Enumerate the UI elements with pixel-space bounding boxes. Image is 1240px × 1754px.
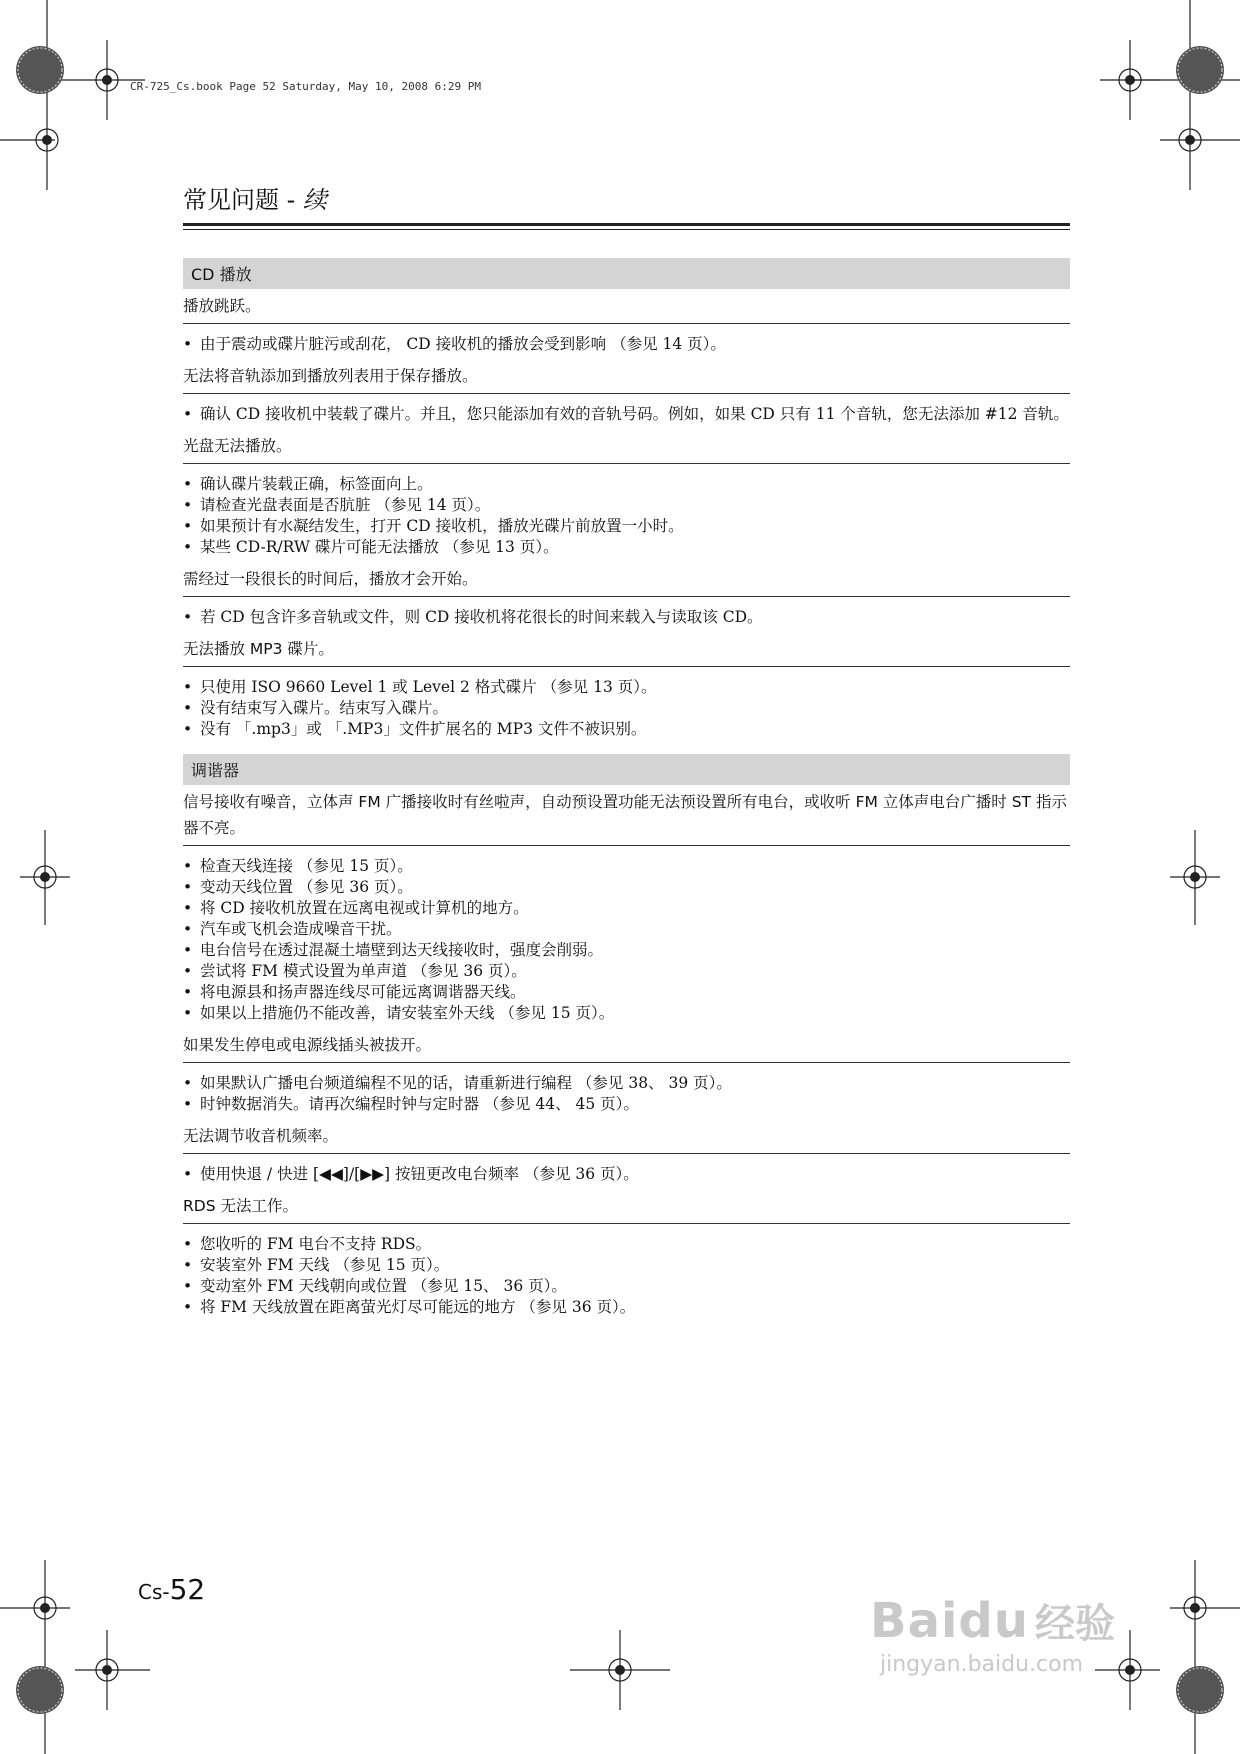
solution-item: • 请检查光盘表面是否肮脏 （参见 14 页）。 — [183, 495, 1070, 516]
solution-list — [183, 334, 1070, 355]
solution-item: • 只使用 ISO 9660 Level 1 或 Level 2 格式碟片 （参见 13 页）。 — [183, 677, 1070, 698]
page-content — [183, 180, 1070, 1322]
solution-item: • 没有 「.mp3」或 「.MP3」文件扩展名的 MP3 文件不被识别。 — [183, 719, 1070, 740]
watermark-brand: Baidu — [870, 1593, 1029, 1649]
solution-item: • 时钟数据消失。请再次编程时钟与定时器 （参见 44、 45 页）。 — [183, 1094, 1070, 1115]
solution-item: • 如果默认广播电台频道编程不见的话，请重新进行编程 （参见 38、 39 页）。 — [183, 1073, 1070, 1094]
solution-list — [183, 856, 1070, 1024]
page-number-prefix: Cs- — [138, 1580, 170, 1604]
solution-item: • 检查天线连接 （参见 15 页）。 — [183, 856, 1070, 877]
solution-item: • 安装室外 FM 天线 （参见 15 页）。 — [183, 1255, 1070, 1276]
solution-list — [183, 1234, 1070, 1318]
page-title-separator: - — [279, 186, 303, 214]
problem-title: 如果发生停电或电源线插头被拔开。 — [183, 1028, 1070, 1063]
solution-item: • 将 CD 接收机放置在远离电视或计算机的地方。 — [183, 898, 1070, 919]
solution-list — [183, 607, 1070, 628]
solution-item: • 确认 CD 接收机中装载了碟片。并且，您只能添加有效的音轨号码。例如，如果 CD 只有 11 个音轨，您无法添加 #12 音轨。 — [183, 404, 1070, 425]
problem-title: 播放跳跃。 — [183, 289, 1070, 324]
solution-item: • 尝试将 FM 模式设置为单声道 （参见 36 页）。 — [183, 961, 1070, 982]
solution-item: • 您收听的 FM 电台不支持 RDS。 — [183, 1234, 1070, 1255]
solution-list — [183, 677, 1070, 740]
file-header: CR-725_Cs.book Page 52 Saturday, May 10, 2008 6:29 PM — [130, 80, 481, 93]
solution-item: • 由于震动或碟片脏污或刮花， CD 接收机的播放会受到影响 （参见 14 页）。 — [183, 334, 1070, 355]
page-number — [138, 1573, 205, 1606]
solution-item: • 使用快退 / 快进 [◀◀]/[▶▶] 按钮更改电台频率 （参见 36 页）。 — [183, 1164, 1070, 1185]
solution-list — [183, 1164, 1070, 1185]
solution-item: • 若 CD 包含许多音轨或文件，则 CD 接收机将花很长的时间来载入与读取该 CD。 — [183, 607, 1070, 628]
section-heading: CD 播放 — [183, 258, 1070, 289]
page-number-value: 52 — [169, 1573, 206, 1606]
problem-title: 信号接收有噪音，立体声 FM 广播接收时有丝啦声，自动预设置功能无法预设置所有电台，或收听 FM 立体声电台广播时 ST 指示器不亮。 — [183, 785, 1070, 846]
problem-title: 无法调节收音机频率。 — [183, 1119, 1070, 1154]
problem-title: 无法播放 MP3 碟片。 — [183, 632, 1070, 667]
solution-item: • 变动室外 FM 天线朝向或位置 （参见 15、 36 页）。 — [183, 1276, 1070, 1297]
section-heading: 调谐器 — [183, 754, 1070, 785]
solution-item: • 某些 CD-R/RW 碟片可能无法播放 （参见 13 页）。 — [183, 537, 1070, 558]
solution-item: • 变动天线位置 （参见 36 页）。 — [183, 877, 1070, 898]
solution-item: • 确认碟片装载正确，标签面向上。 — [183, 474, 1070, 495]
title-underline — [183, 229, 1070, 230]
baidu-watermark — [870, 1592, 1115, 1677]
solution-list — [183, 474, 1070, 558]
page-title-suffix: 续 — [302, 186, 327, 214]
problem-title: RDS 无法工作。 — [183, 1189, 1070, 1224]
solution-item: • 汽车或飞机会造成噪音干扰。 — [183, 919, 1070, 940]
solution-item: • 没有结束写入碟片。结束写入碟片。 — [183, 698, 1070, 719]
solution-item: • 电台信号在透过混凝土墙壁到达天线接收时，强度会削弱。 — [183, 940, 1070, 961]
watermark-chinese: 经验 — [1034, 1601, 1115, 1647]
solution-list — [183, 1073, 1070, 1115]
page-title-main: 常见问题 — [183, 186, 279, 214]
problem-title: 光盘无法播放。 — [183, 429, 1070, 464]
solution-item: • 将 FM 天线放置在距离萤光灯尽可能远的地方 （参见 36 页）。 — [183, 1297, 1070, 1318]
solution-item: • 如果预计有水凝结发生，打开 CD 接收机，播放光碟片前放置一小时。 — [183, 516, 1070, 537]
troubleshooting-sections — [183, 258, 1070, 1318]
solution-item: • 将电源县和扬声器连线尽可能远离调谐器天线。 — [183, 982, 1070, 1003]
solution-list — [183, 404, 1070, 425]
page-title — [183, 180, 1070, 226]
problem-title: 无法将音轨添加到播放列表用于保存播放。 — [183, 359, 1070, 394]
watermark-url: jingyan.baidu.com — [880, 1652, 1084, 1677]
solution-item: • 如果以上措施仍不能改善，请安装室外天线 （参见 15 页）。 — [183, 1003, 1070, 1024]
problem-title: 需经过一段很长的时间后，播放才会开始。 — [183, 562, 1070, 597]
